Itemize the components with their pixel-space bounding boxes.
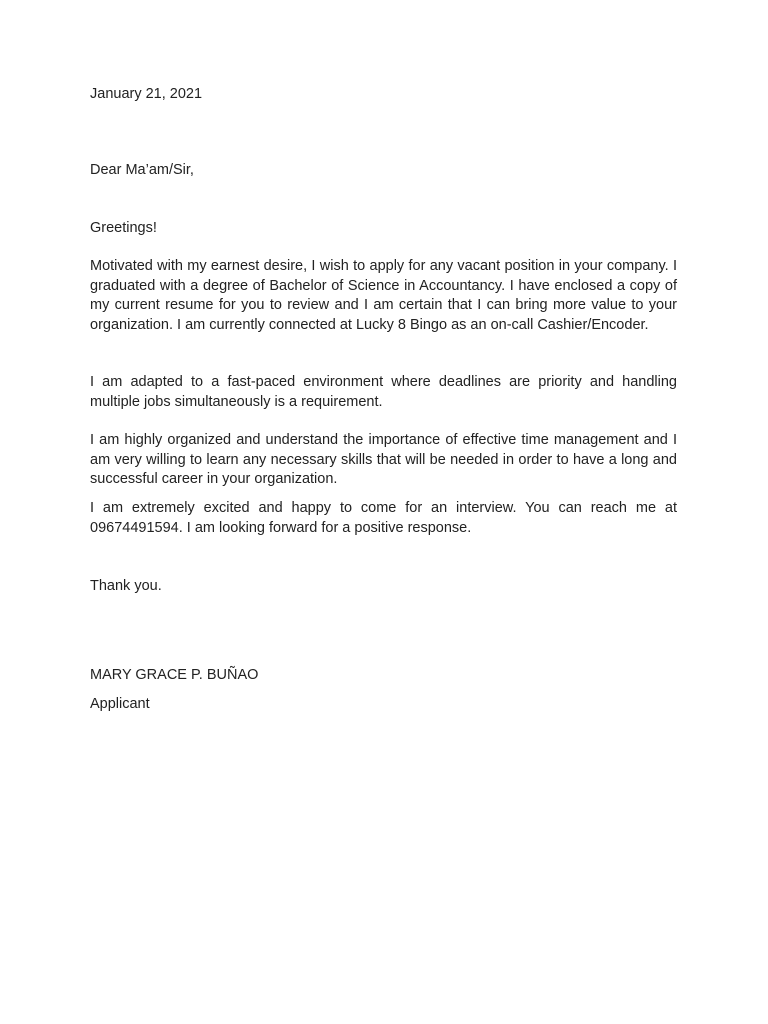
signer-name: MARY GRACE P. BUÑAO [90, 667, 259, 683]
letter-date: January 21, 2021 [90, 86, 203, 102]
salutation: Dear Ma’am/Sir, [90, 162, 194, 178]
closing: Thank you. [90, 578, 162, 594]
body-paragraph-intro: Motivated with my earnest desire, I wish to apply for any vacant position in your company. I graduated with a degree of Bachelor of Science in Accountancy. I have enclosed a copy of my current resume for you to review and I am certain that I can bring more value to your organization. I am currently connected at Lucky 8 Bingo as an on-call Cashier/Encoder. [90, 258, 677, 333]
signer-title: Applicant [90, 696, 150, 712]
body-paragraph-interview: I am extremely excited and happy to come for an interview. You can reach me at 09674491594. I am looking forward for a positive response. [90, 500, 677, 536]
body-paragraph-environment: I am adapted to a fast-paced environment where deadlines are priority and handling multiple jobs simultaneously is a requirement. [90, 374, 677, 410]
body-paragraph-organized: I am highly organized and understand the importance of effective time management and I am very willing to learn any necessary skills that will be needed in order to have a long and successful career in your organization. [90, 432, 677, 487]
greeting: Greetings! [90, 220, 157, 236]
